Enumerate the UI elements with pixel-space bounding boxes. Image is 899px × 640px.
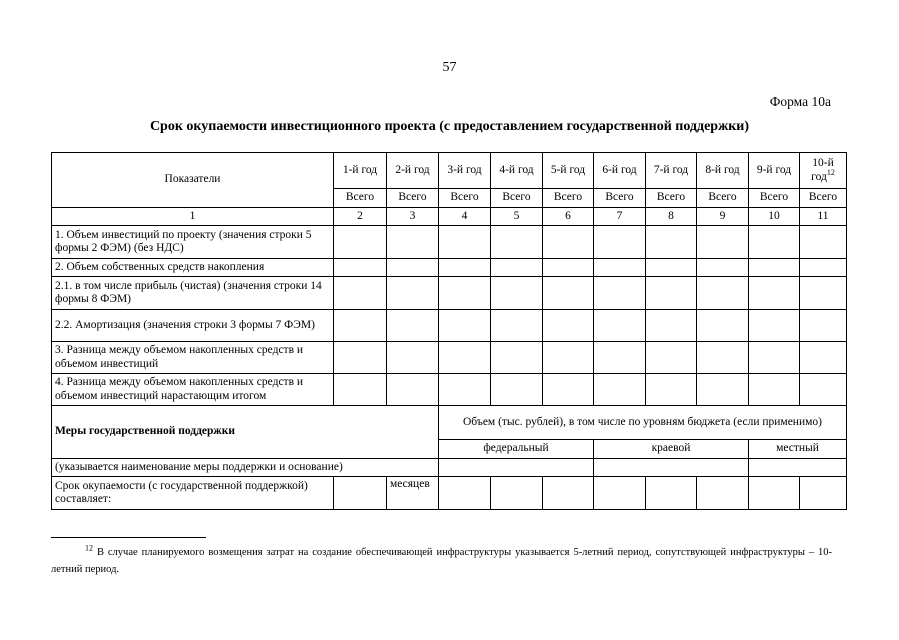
value-cell [646,342,697,374]
footnote-ref: 12 [826,167,835,177]
support-measures-header: Меры государственной поддержки [52,406,439,459]
value-cell [543,226,594,259]
table-row [52,342,847,374]
table-row [52,310,847,342]
footnote-number: 12 [85,543,93,553]
value-cell [439,259,491,277]
value-cell [491,226,543,259]
value-cell [439,477,491,510]
value-cell [491,374,543,406]
total-subheader: Всего [387,189,439,208]
column-number: 8 [646,208,697,226]
total-subheader: Всего [749,189,800,208]
value-cell [800,342,847,374]
column-number: 6 [543,208,594,226]
value-cell [800,310,847,342]
value-cell [491,477,543,510]
year-header: 1-й год [334,153,387,189]
value-cell [594,342,646,374]
year-header-10 [800,153,847,189]
value-cell [387,277,439,310]
column-number: 5 [491,208,543,226]
total-subheader: Всего [439,189,491,208]
column-number: 1 [52,208,334,226]
column-number: 2 [334,208,387,226]
year-header: 3-й год [439,153,491,189]
value-cell [439,342,491,374]
value-cell [439,459,594,477]
value-cell [543,259,594,277]
value-cell [749,226,800,259]
value-cell [491,259,543,277]
year-header: 2-й год [387,153,439,189]
row-label: 2. Объем собственных средств накопления [52,259,334,277]
value-cell [334,226,387,259]
column-number: 10 [749,208,800,226]
footnote-separator [51,537,206,538]
year-header-10-label: 10-й год [811,157,834,183]
value-cell [646,374,697,406]
value-cell [594,277,646,310]
footnote [51,545,832,579]
payback-value-cell [334,477,387,510]
year-header: 6-й год [594,153,646,189]
value-cell [439,374,491,406]
footnote-text: В случае планируемого возмещения затрат на создание обеспечивающей инфраструктуры указывается 5-летний период, сопутствующей инфраструктуры – 10-летний период. [51,547,833,575]
value-cell [646,226,697,259]
value-cell [594,374,646,406]
value-cell [594,477,646,510]
total-subheader: Всего [594,189,646,208]
value-cell [697,374,749,406]
form-label: Форма 10а [769,94,831,109]
value-cell [749,342,800,374]
value-cell [749,277,800,310]
value-cell [543,477,594,510]
value-cell [334,310,387,342]
payback-label: Срок окупаемости (с государственной поддержкой) составляет: [52,477,334,510]
column-number: 7 [594,208,646,226]
value-cell [543,310,594,342]
row-label: 3. Разница между объемом накопленных средств и объемом инвестиций [52,342,334,374]
value-cell [697,477,749,510]
table-row [52,374,847,406]
column-number: 11 [800,208,847,226]
value-cell [646,277,697,310]
value-cell [697,342,749,374]
column-number-row [52,208,847,226]
column-number: 4 [439,208,491,226]
table-row [52,259,847,277]
value-cell [697,259,749,277]
total-subheader: Всего [543,189,594,208]
row-label: 2.1. в том числе прибыль (чистая) (значения строки 14 формы 8 ФЭМ) [52,277,334,310]
value-cell [439,310,491,342]
total-subheader: Всего [646,189,697,208]
measure-name-row [52,459,847,477]
header-row-years [52,153,847,189]
value-cell [749,310,800,342]
total-subheader: Всего [491,189,543,208]
table-row [52,226,847,259]
budget-level-local: местный [749,440,847,459]
value-cell [646,477,697,510]
value-cell [334,277,387,310]
year-header: 4-й год [491,153,543,189]
value-cell [800,477,847,510]
value-cell [543,277,594,310]
value-cell [387,374,439,406]
value-cell [387,259,439,277]
year-header: 5-й год [543,153,594,189]
value-cell [800,277,847,310]
value-cell [749,259,800,277]
row-label: 1. Объем инвестиций по проекту (значения строки 5 формы 2 ФЭМ) (без НДС) [52,226,334,259]
year-header: 7-й год [646,153,697,189]
value-cell [543,342,594,374]
value-cell [439,226,491,259]
row-label: 4. Разница между объемом накопленных средств и объемом инвестиций нарастающим итогом [52,374,334,406]
value-cell [697,310,749,342]
months-label: месяцев [387,477,439,510]
volume-header: Объем (тыс. рублей), в том числе по уровням бюджета (если применимо) [439,406,847,440]
value-cell [594,310,646,342]
measure-name-note: (указывается наименование меры поддержки и основание) [52,459,439,477]
value-cell [387,342,439,374]
value-cell [439,277,491,310]
table-row [52,277,847,310]
value-cell [800,374,847,406]
value-cell [646,310,697,342]
value-cell [749,374,800,406]
budget-level-federal: федеральный [439,440,594,459]
support-measures-header-row [52,406,847,440]
value-cell [594,226,646,259]
value-cell [800,259,847,277]
column-number: 3 [387,208,439,226]
value-cell [697,277,749,310]
page-number: 57 [442,60,457,75]
value-cell [491,342,543,374]
page-title: Срок окупаемости инвестиционного проекта (с предоставлением государственной поддержки) [149,119,750,134]
value-cell [697,226,749,259]
value-cell [491,310,543,342]
year-header: 9-й год [749,153,800,189]
indicators-header: Показатели [52,153,334,208]
row-label: 2.2. Амортизация (значения строки 3 формы 7 ФЭМ) [52,310,334,342]
value-cell [334,342,387,374]
year-header: 8-й год [697,153,749,189]
budget-level-regional: краевой [594,440,749,459]
value-cell [387,310,439,342]
total-subheader: Всего [800,189,847,208]
value-cell [646,259,697,277]
payback-table [51,152,847,510]
value-cell [594,459,749,477]
value-cell [800,226,847,259]
payback-row [52,477,847,510]
column-number: 9 [697,208,749,226]
value-cell [334,374,387,406]
value-cell [749,477,800,510]
value-cell [334,259,387,277]
value-cell [749,459,847,477]
value-cell [543,374,594,406]
value-cell [387,226,439,259]
value-cell [491,277,543,310]
total-subheader: Всего [334,189,387,208]
value-cell [594,259,646,277]
total-subheader: Всего [697,189,749,208]
